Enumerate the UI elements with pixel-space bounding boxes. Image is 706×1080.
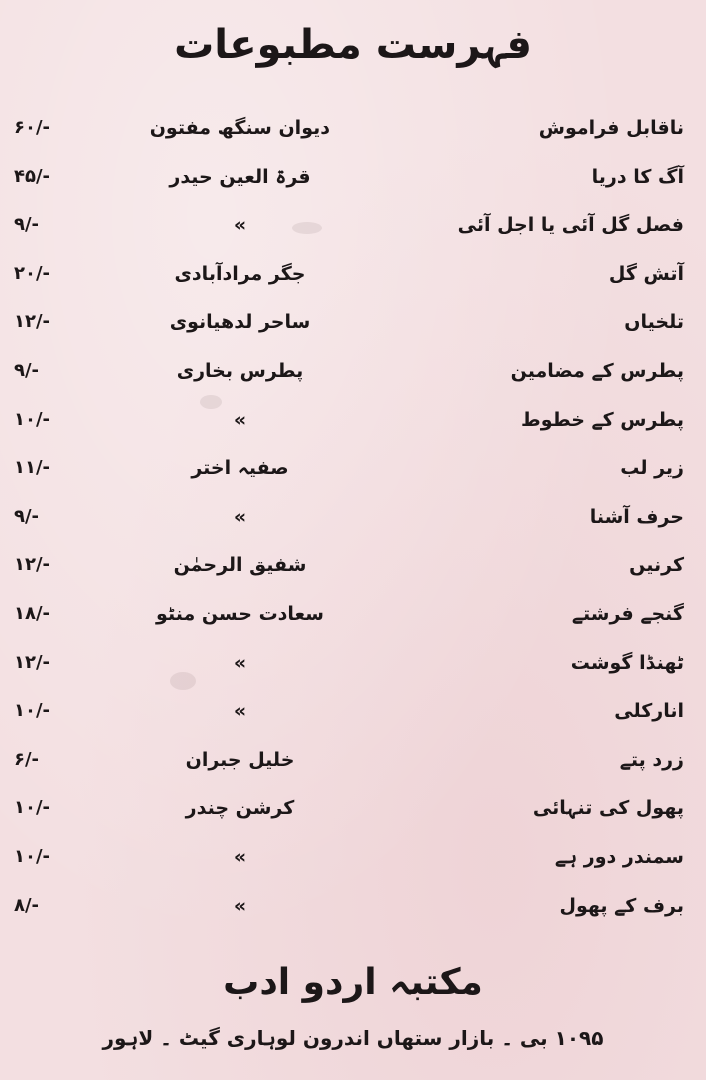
book-price: ۱۲/- <box>14 651 51 673</box>
book-title: زرد پتے <box>619 748 684 771</box>
book-row <box>0 545 706 594</box>
book-price: ۱۰/- <box>14 408 51 430</box>
book-price: ۱۱/- <box>14 457 51 479</box>
book-author: » <box>233 651 247 674</box>
book-title: آتش گل <box>608 262 684 285</box>
book-author: » <box>233 845 247 868</box>
book-price: ۲۰/- <box>14 262 51 284</box>
book-title: پطرس کے خطوط <box>521 408 684 431</box>
book-row <box>0 837 706 886</box>
book-row <box>0 497 706 546</box>
book-row <box>0 594 706 643</box>
book-row <box>0 351 706 400</box>
book-price: ۱۲/- <box>14 554 51 576</box>
book-author: » <box>233 408 247 431</box>
book-title: گنجے فرشتے <box>571 602 684 625</box>
book-author: » <box>233 214 247 237</box>
publisher-name: مکتبہ اردو ادب <box>223 962 483 1003</box>
book-price: ۴۵/- <box>14 165 51 187</box>
book-price: ۹/- <box>14 359 40 381</box>
page-title: فہرست مطبوعات <box>174 22 532 68</box>
book-row <box>0 691 706 740</box>
book-price: ۹/- <box>14 505 40 527</box>
book-author: صفیہ اختر <box>191 457 289 480</box>
book-author: » <box>233 894 247 917</box>
book-author: شفیق الرحمٰن <box>173 554 307 577</box>
book-author: جگر مرادآبادی <box>174 262 306 285</box>
book-author: قرۃ العین حیدر <box>169 165 311 188</box>
book-title: آگ کا دریا <box>591 165 684 188</box>
book-price: ۱۸/- <box>14 602 51 624</box>
book-row <box>0 157 706 206</box>
book-price: ۶/- <box>14 748 40 770</box>
book-row <box>0 205 706 254</box>
publisher-address: ۱۰۹۵ بی ۔ بازار ستھاں اندرون لوہاری گیٹ ۔ لاہور <box>102 1026 604 1050</box>
book-row <box>0 108 706 157</box>
book-price: ۱۰/- <box>14 700 51 722</box>
book-author: » <box>233 505 247 528</box>
book-row <box>0 886 706 935</box>
book-author: » <box>233 700 247 723</box>
book-author: دیوان سنگھ مفتون <box>149 117 330 139</box>
book-title: پطرس کے مضامین <box>510 359 684 382</box>
book-title: ناقابل فراموش <box>538 117 684 139</box>
book-author: خلیل جبران <box>185 748 295 771</box>
book-title: حرف آشنا <box>589 505 684 528</box>
book-price: ۱۲/- <box>14 311 51 333</box>
book-title: کرنیں <box>629 554 684 577</box>
book-row <box>0 448 706 497</box>
book-price: ۱۰/- <box>14 797 51 819</box>
book-title: برف کے پھول <box>559 894 684 917</box>
book-price: ۸/- <box>14 894 40 916</box>
book-list <box>0 108 706 934</box>
book-title: تلخیاں <box>624 311 684 334</box>
book-row <box>0 302 706 351</box>
book-row <box>0 254 706 303</box>
book-price: ۱۰/- <box>14 845 51 867</box>
book-author: سعادت حسن منٹو <box>156 602 324 625</box>
book-title: زیر لب <box>620 457 684 480</box>
book-author: پطرس بخاری <box>176 359 304 382</box>
book-title: انارکلی <box>614 700 684 723</box>
book-row <box>0 643 706 692</box>
book-author: ساحر لدھیانوی <box>169 311 311 334</box>
book-price: ۹/- <box>14 214 40 236</box>
book-title: سمندر دور ہے <box>554 845 684 868</box>
book-price: ۶۰/- <box>14 117 51 138</box>
book-author: کرشن چندر <box>185 797 295 820</box>
book-row <box>0 400 706 449</box>
book-title: ٹھنڈا گوشت <box>570 651 684 674</box>
book-row <box>0 740 706 789</box>
book-title: پھول کی تنہائی <box>532 797 684 820</box>
book-title: فصل گل آئی یا اجل آئی <box>457 214 684 237</box>
book-row <box>0 788 706 837</box>
